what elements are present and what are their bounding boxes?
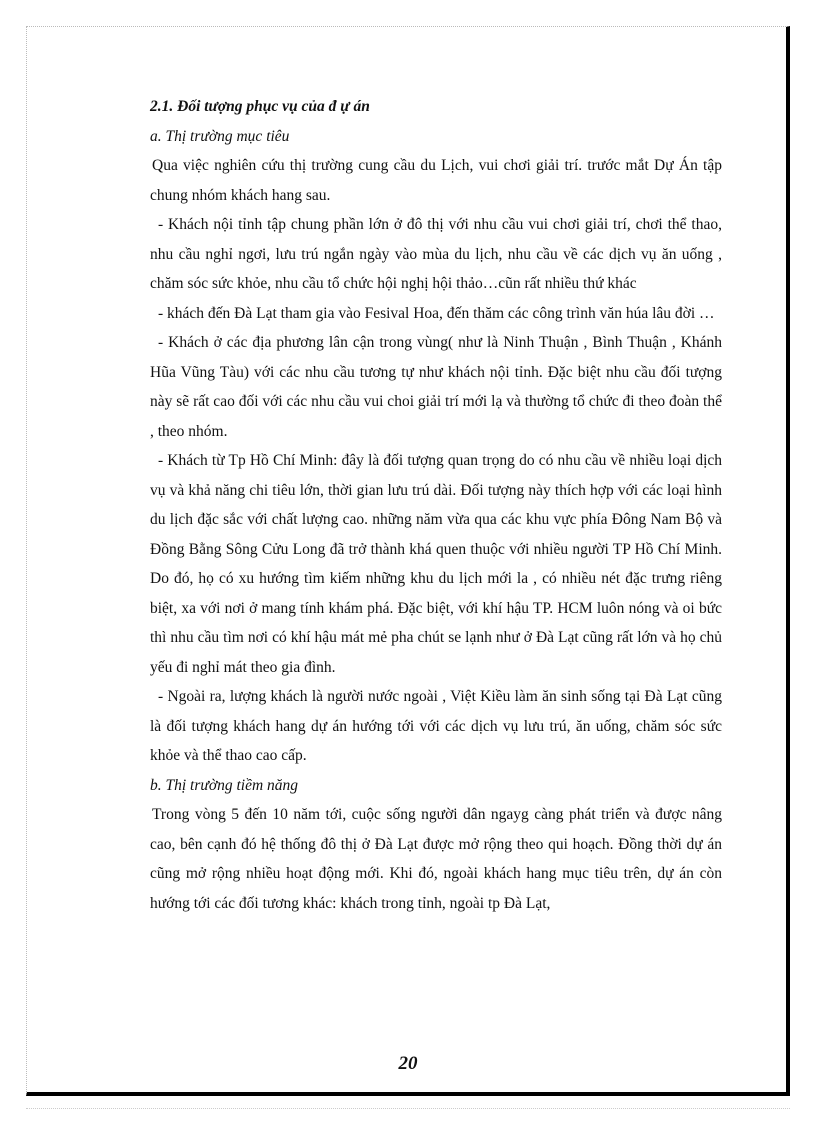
page-number: 20	[398, 1053, 418, 1074]
paragraph: - Khách nội tỉnh tập chung phần lớn ở đô thị với nhu cầu vui chơi giải trí, chơi thể thao, nhu cầu nghỉ ngơi, lưu trú ngắn ngày vào mùa du lịch, nhu cầu về các dịch vụ ăn uống , chăm sóc sức khỏe, nhu cầu tổ chức hội nghị hội thảo…cũn rất nhiều thứ khác	[150, 216, 722, 292]
paragraph: - Khách từ Tp Hồ Chí Minh: đây là đối tượng quan trọng do có nhu cầu về nhiều loại dịch vụ và khả năng chi tiêu lớn, thời gian lưu trú dài. Đối tượng này thích hợp với các loại hình du lịch đặc sắc với chất lượng cao. những năm vừa qua các khu vực phía Đông Nam Bộ và Đồng Bằng Sông Cửu Long đã trở thành khá quen thuộc với nhiều người TP Hồ Chí Minh. Do đó, họ có xu hướng tìm kiếm những khu du lịch mới la , có nhiều nét đặc trưng riêng biệt, xa với nơi ở mang tính khám phá. Đặc biệt, với khí hậu TP. HCM luôn nóng và oi bức thì nhu cầu tìm nơi có khí hậu mát mẻ pha chút se lạnh như ở Đà Lạt cũng rất lớn và họ chủ yếu đi nghỉ mát theo gia đình.	[150, 452, 722, 676]
paragraph: - khách đến Đà Lạt tham gia vào Fesival Hoa, đến thăm các công trình văn húa lâu đời …	[158, 304, 715, 322]
paragraph: Trong vòng 5 đến 10 năm tới, cuộc sống người dân ngayg càng phát triển và được nâng cao, bên cạnh đó hệ thống đô thị ở Đà Lạt được mở rộng theo qui hoạch. Đồng thời dự án cũng mở rộng nhiều hoạt động mới. Khi đó, ngoài khách hang mục tiêu trên, dự án còn hướng tới các đối tương khác: khách trong tỉnh, ngoài tp Đà Lạt,	[150, 806, 722, 912]
paragraph: - Khách ở các địa phương lân cận trong vùng( như là Ninh Thuận , Bình Thuận , Khánh Hũa Vũng Tàu) với các nhu cầu tương tự như khách nội tỉnh. Đặc biệt nhu cầu đối tượng này sẽ rất cao đối với các nhu cầu vui choi giải trí mới lạ và thường tổ chức đi theo đoàn thể , theo nhóm.	[150, 334, 722, 440]
section-heading: 2.1. Đối tượng phục vụ của đ ự án	[150, 98, 370, 115]
subsection-heading-b: b. Thị trường tiềm năng	[150, 776, 299, 794]
paragraph: Qua việc nghiên cứu thị trường cung cầu du Lịch, vui chơi giải trí. trước mắt Dự Án tập chung nhóm khách hang sau.	[150, 157, 722, 204]
document-body	[150, 92, 722, 918]
subsection-heading-a: a. Thị trường mục tiêu	[150, 127, 290, 145]
footer-rule	[26, 1108, 790, 1109]
paragraph: - Ngoài ra, lượng khách là người nước ngoài , Việt Kiều làm ăn sinh sống tại Đà Lạt cũng là đối tượng khách hang dự án hướng tới với các dịch vụ lưu trú, ăn uống, chăm sóc sức khỏe và thể thao cao cấp.	[150, 688, 722, 764]
